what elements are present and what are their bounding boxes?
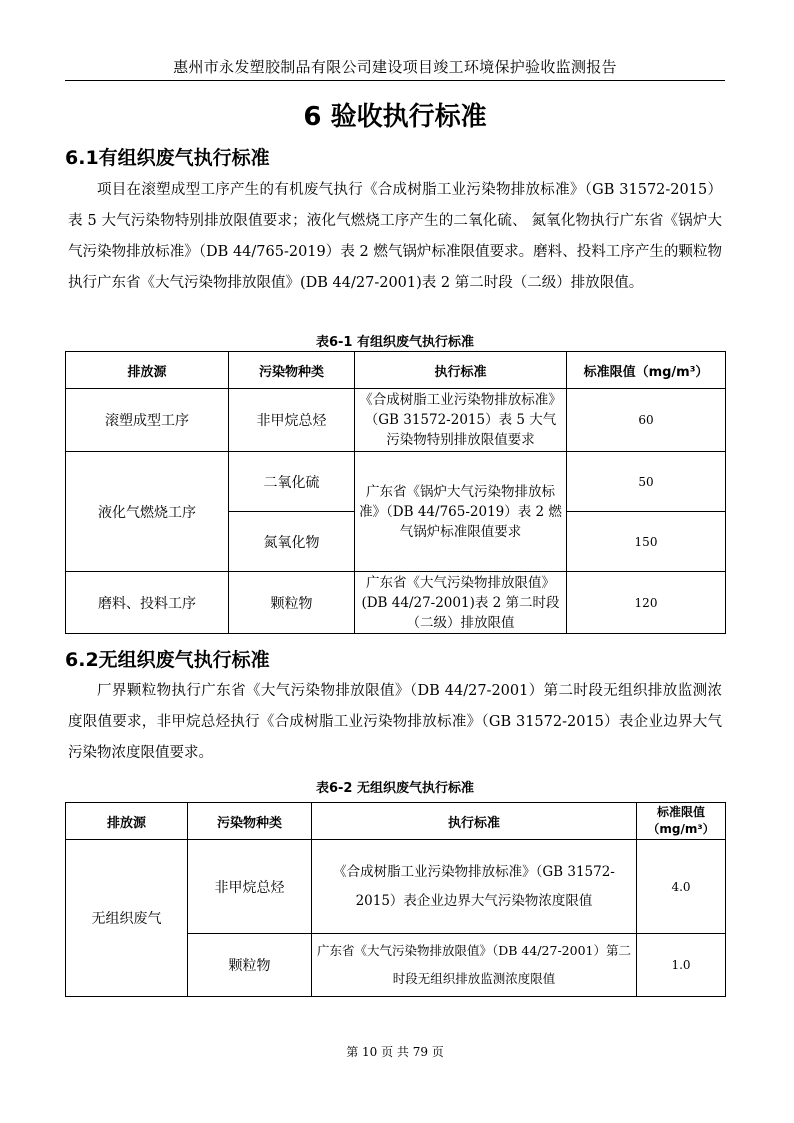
table-6-2-caption: 表6-2 无组织废气执行标准	[315, 781, 474, 796]
standard-cell: 广东省《大气污染物排放限值》(DB 44/27-2001)表 2 第二时段（二级）排放限值	[355, 572, 567, 634]
pollutant-cell: 颗粒物	[188, 934, 312, 997]
source-cell: 液化气燃烧工序	[66, 452, 229, 572]
section-6-1-paragraph: 项目在滚塑成型工序产生的有机废气执行《合成树脂工业污染物排放标准》（GB 31572-2015）表 5 大气污染物特别排放限值要求；液化气燃烧工序产生的二氧化硫、 氮氧化物执行广东省《锅炉大气污染物排放标准》（DB 44/765-2019）表 2 燃气锅炉标准限值要求。磨料、投料工序产生的颗粒物执行广东省《大气污染物排放限值》(DB 44/27-2001)表 2 第二时段（二级）排放限值。	[68, 182, 722, 291]
source-cell: 无组织废气	[66, 840, 188, 997]
table-header-cell: 排放源	[66, 352, 229, 389]
limit-cell: 4.0	[637, 840, 726, 934]
table-row	[66, 452, 726, 512]
section-6-2-paragraph: 厂界颗粒物执行广东省《大气污染物排放限值》（DB 44/27-2001）第二时段无组织排放监测浓度限值要求，非甲烷总烃执行《合成树脂工业污染物排放标准》（GB 31572-2015）表企业边界大气污染物浓度限值要求。	[68, 683, 722, 761]
limit-cell: 120	[567, 572, 726, 634]
table-row	[66, 572, 726, 634]
chapter-title: 6 验收执行标准	[303, 102, 487, 132]
standard-cell: 广东省《大气污染物排放限值》（DB 44/27-2001）第二时段无组织排放监测浓度限值	[312, 934, 637, 997]
section-title-6-2: 6.2无组织废气执行标准	[65, 649, 270, 671]
table-6-1	[65, 351, 726, 634]
table-header-cell: 排放源	[66, 803, 188, 840]
table-header-cell: 污染物种类	[229, 352, 355, 389]
standard-cell: 《合成树脂工业污染物排放标准》（GB 31572-2015）表企业边界大气污染物浓度限值	[312, 840, 637, 934]
pollutant-cell: 非甲烷总烃	[229, 389, 355, 452]
pollutant-cell: 颗粒物	[229, 572, 355, 634]
table-header-cell: 标准限值（mg/m³）	[567, 352, 726, 389]
report-header: 惠州市永发塑胶制品有限公司建设项目竣工环境保护验收监测报告	[173, 58, 617, 76]
table-6-1-caption: 表6-1 有组织废气执行标准	[315, 335, 474, 350]
table-header-cell: 污染物种类	[188, 803, 312, 840]
header-rule	[65, 80, 725, 81]
pollutant-cell: 二氧化硫	[229, 452, 355, 512]
source-cell: 滚塑成型工序	[66, 389, 229, 452]
table-row	[66, 389, 726, 452]
pollutant-cell: 氮氧化物	[229, 512, 355, 572]
standard-cell: 广东省《锅炉大气污染物排放标准》（DB 44/765-2019）表 2 燃气锅炉标准限值要求	[355, 452, 567, 572]
table-row	[66, 840, 726, 934]
limit-cell: 150	[567, 512, 726, 572]
source-cell: 磨料、投料工序	[66, 572, 229, 634]
table-header-cell: 执行标准	[312, 803, 637, 840]
section-title-6-1: 6.1有组织废气执行标准	[65, 147, 270, 169]
table-header-cell: 执行标准	[355, 352, 567, 389]
standard-cell: 《合成树脂工业污染物排放标准》（GB 31572-2015）表 5 大气污染物特别排放限值要求	[355, 389, 567, 452]
page-number: 第 10 页 共 79 页	[346, 1045, 444, 1059]
table-header-cell: 标准限值（mg/m³）	[637, 803, 726, 840]
limit-cell: 60	[567, 389, 726, 452]
table-6-2	[65, 802, 726, 997]
limit-cell: 50	[567, 452, 726, 512]
pollutant-cell: 非甲烷总烃	[188, 840, 312, 934]
limit-cell: 1.0	[637, 934, 726, 997]
